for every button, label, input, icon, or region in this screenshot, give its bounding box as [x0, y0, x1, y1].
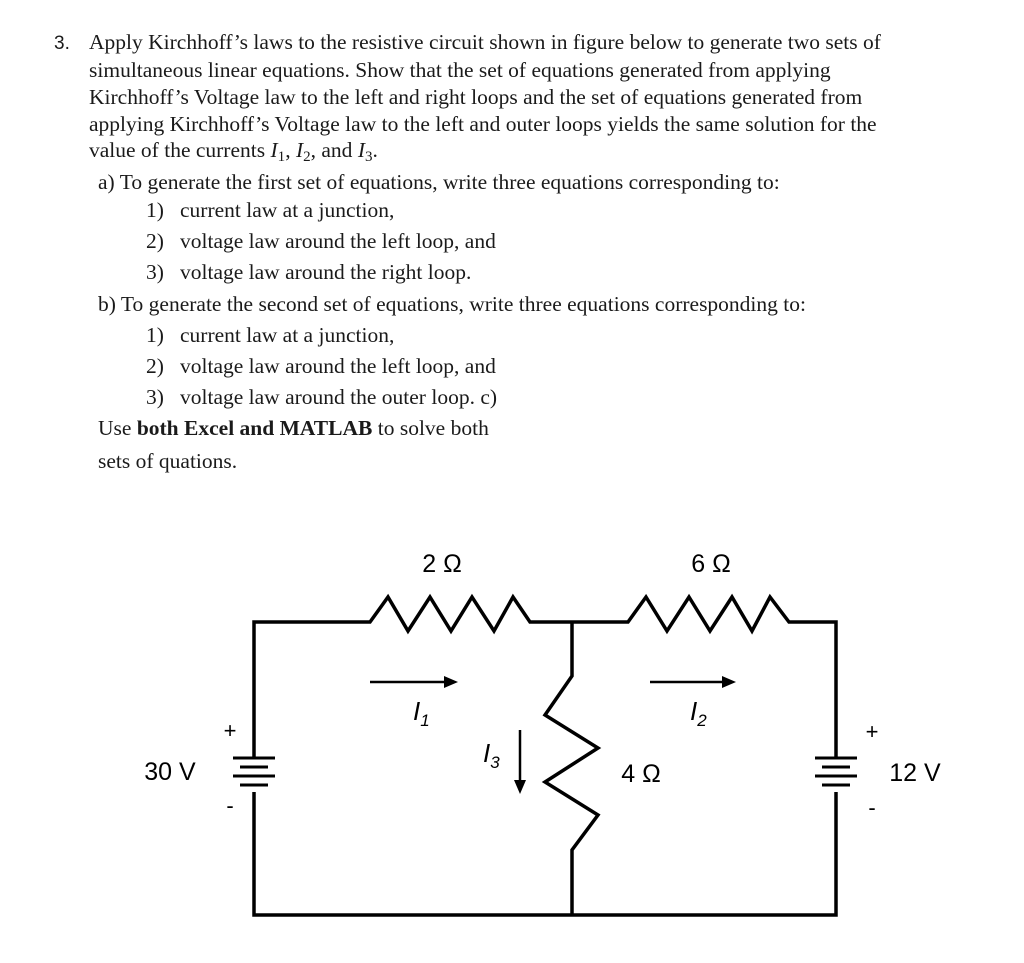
label-i2: $I_2$: [690, 696, 707, 730]
intro-sep-2: , and: [310, 138, 358, 162]
intro-sep-1: ,: [285, 138, 296, 162]
part-b-heading: b) To generate the second set of equations, write three equations corresponding to:: [98, 292, 806, 316]
current-i2-symbol: I: [295, 138, 304, 162]
label-30v: 30 V: [144, 758, 196, 786]
part-b-item-3: [146, 385, 497, 410]
current-i3-symbol: I: [357, 138, 365, 162]
list-text: current law at a junction,: [180, 198, 395, 222]
intro-line-2: simultaneous linear equations. Show that the set of equations generated from applying: [89, 58, 831, 82]
arrow-right-icon: [370, 676, 458, 688]
list-text: voltage law around the outer loop. c): [180, 385, 498, 409]
bottom-wire: [254, 792, 836, 915]
current-i2-subscript: 2: [303, 148, 311, 165]
question-number: 3.: [54, 33, 70, 54]
arrow-down-icon: [514, 730, 526, 794]
part-c-bold: both Excel and MATLAB: [136, 416, 373, 440]
label-2-ohm: 2 Ω: [422, 550, 462, 578]
label-i3: $I_3$: [483, 738, 500, 772]
label-12v: 12 V: [889, 759, 941, 787]
intro-last-prefix: value of the currents: [89, 138, 271, 162]
intro-line-4: applying Kirchhoff’s Voltage law to the left and outer loops yields the same solution for the: [89, 112, 877, 136]
label-i1: $I_1$: [413, 696, 430, 730]
label-4-ohm: 4 Ω: [621, 760, 661, 788]
intro-line-5: [89, 138, 378, 166]
list-number: 3): [146, 385, 164, 409]
current-i1-symbol: I: [270, 138, 278, 162]
plus-left: +: [223, 718, 237, 743]
list-text: voltage law around the left loop, and: [180, 229, 496, 253]
list-text: voltage law around the right loop.: [180, 260, 472, 284]
part-a-item-3: [146, 260, 471, 285]
part-c-prefix: Use: [98, 416, 137, 440]
arrow-right-icon: [650, 676, 736, 688]
resistor-2-ohm: [254, 597, 572, 758]
plus-right: +: [865, 719, 879, 744]
part-c-line-2: sets of quations.: [98, 449, 238, 473]
part-c-suffix: to solve both: [372, 416, 489, 440]
resistor-4-ohm: [545, 622, 598, 915]
label-6-ohm: 6 Ω: [691, 550, 731, 578]
part-a-item-1: [146, 198, 394, 223]
list-number: 3): [146, 260, 164, 284]
list-text: voltage law around the left loop, and: [180, 354, 496, 378]
minus-left: -: [226, 793, 234, 818]
part-c-line-1: [98, 416, 489, 441]
part-b-item-2: [146, 354, 496, 379]
current-i3-subscript: 3: [364, 148, 373, 165]
part-a-heading: a) To generate the first set of equations, write three equations corresponding to:: [98, 170, 780, 194]
intro-line-3: Kirchhoff’s Voltage law to the left and right loops and the set of equations generated from: [89, 85, 863, 109]
minus-right: -: [868, 795, 876, 820]
battery-30v: [233, 758, 275, 785]
battery-12v: [815, 758, 857, 785]
current-i1-subscript: 1: [277, 148, 286, 165]
list-number: 2): [146, 229, 164, 253]
intro-line-1: Apply Kirchhoff’s laws to the resistive circuit shown in figure below to generate two sets of: [89, 30, 881, 54]
list-number: 2): [146, 354, 164, 378]
list-number: 1): [146, 198, 164, 222]
resistor-6-ohm: [572, 597, 836, 758]
list-number: 1): [146, 323, 164, 347]
part-b-item-1: [146, 323, 394, 348]
part-a-item-2: [146, 229, 496, 254]
list-text: current law at a junction,: [180, 323, 395, 347]
intro-last-suffix: .: [372, 138, 378, 162]
circuit-diagram: [0, 490, 1024, 963]
